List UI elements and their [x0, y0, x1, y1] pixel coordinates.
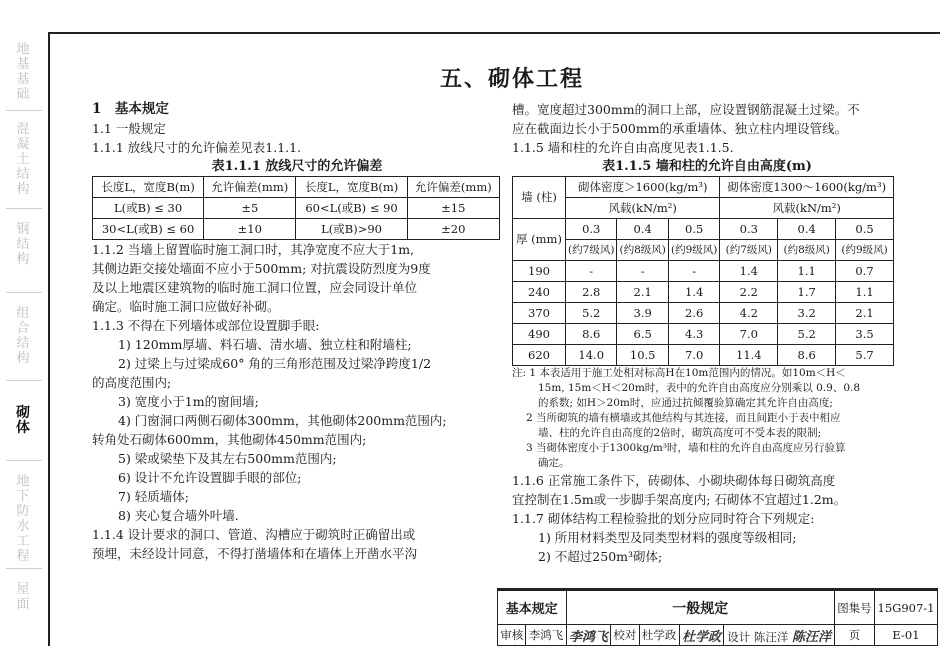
table-cell: 5.7 — [836, 345, 894, 366]
sidebar-item-steel[interactable]: 钢 结 构 — [16, 222, 30, 267]
table-cell: 190 — [513, 261, 566, 282]
table-cell: 4.3 — [668, 324, 719, 345]
note-line: 确定。 — [538, 457, 570, 469]
table-header-cell: 风载(kN/m²) — [720, 198, 894, 219]
list-item-cont: 的高度范围内; — [92, 375, 172, 390]
clause-1-1-7: 1.1.7 砌体结构工程检验批的划分应同时符合下列规定: — [512, 511, 815, 526]
table-cell: L(或B) ≤ 30 — [93, 198, 204, 219]
note-line: 的系数; 如H＞20m时，应通过抗倾覆验算确定其允许自由高度; — [538, 397, 833, 409]
left-column — [92, 100, 502, 563]
table-cell: 10.5 — [617, 345, 668, 366]
table1-caption: 表1.1.1 放线尺寸的允许偏差 — [211, 159, 383, 174]
table-header-cell: 允许偏差(mm) — [204, 177, 296, 198]
table-header-row — [513, 219, 894, 240]
list-item: 2) 不超过250m³砌体; — [538, 549, 663, 564]
title-block-table — [497, 590, 938, 646]
sidebar-item-foundation[interactable]: 地 基 基 础 — [16, 42, 30, 102]
designer-name: 陈汪洋 — [753, 629, 789, 644]
design-label-and-designer — [724, 625, 834, 646]
table-header-row — [93, 177, 500, 198]
table-cell: ±15 — [407, 198, 499, 219]
table-cell: 7.0 — [668, 345, 719, 366]
table-cell: 1.4 — [720, 261, 778, 282]
clause-1-1-2-line: 其侧边距交接处墙面不应小于500mm; 对抗震设防烈度为9度 — [92, 261, 431, 276]
note-line: 2 当所砌筑的墙有横墙或其他结构与其连接，而且间距小于表中相应 — [526, 412, 841, 424]
clause-1-1-2-line: 确定。临时施工洞口应做好补砌。 — [92, 299, 280, 314]
table-cell: - — [566, 261, 617, 282]
table-header-cell: 0.3 — [566, 219, 617, 240]
table-cell: 8.6 — [778, 345, 836, 366]
sidebar-divider — [6, 208, 42, 209]
note-line: 注: 1 本表适用于施工处相对标高H在10m范围内的情况。如10m＜H＜ — [512, 367, 846, 379]
continued-text: 应在截面边长小于500mm的承重墙体、独立柱内埋设管线。 — [512, 121, 848, 136]
table-header-cell: 0.5 — [836, 219, 894, 240]
table-cell: ±20 — [407, 219, 499, 240]
table-cell: 2.2 — [720, 282, 778, 303]
sidebar-divider — [6, 460, 42, 461]
page-title: 五、砌体工程 — [440, 66, 585, 92]
table-cell: ±10 — [204, 219, 296, 240]
table-cell: 4.2 — [720, 303, 778, 324]
table-header-cell: 0.5 — [668, 219, 719, 240]
note-line: 3 当砌体密度小于1300kg/m³时，墙和柱的允许自由高度应另行验算 — [526, 442, 846, 454]
table-notes — [512, 366, 932, 471]
table-row — [93, 219, 500, 240]
sidebar-divider — [6, 568, 42, 569]
table-cell: 240 — [513, 282, 566, 303]
table-cell: 11.4 — [720, 345, 778, 366]
table-header-cell: 长度L，宽度B(m) — [93, 177, 204, 198]
list-item: 2) 过梁上与过梁成60° 角的三角形范围及过梁净跨度1/2 — [118, 356, 432, 371]
list-item: 1) 所用材料类型及同类型材料的强度等级相同; — [538, 530, 797, 545]
table-row — [513, 345, 894, 366]
table-header-cell: 长度L，宽度B(m) — [296, 177, 407, 198]
table-cell: 1.1 — [836, 282, 894, 303]
title-block — [497, 588, 938, 646]
sidebar-item-waterproof[interactable]: 地 下 防 水 工 程 — [16, 474, 30, 564]
table-header-cell: 墙 (柱) — [513, 177, 566, 219]
table-cell: - — [668, 261, 719, 282]
table-cell: - — [617, 261, 668, 282]
table-header-cell: (约7级风) — [720, 240, 778, 261]
subsection-heading: 1.1 一般规定 — [92, 121, 166, 136]
table-cell: 30<L(或B) ≤ 60 — [93, 219, 204, 240]
table-cell: 1.7 — [778, 282, 836, 303]
check-label: 校对 — [611, 625, 639, 646]
table-header-cell: 风载(kN/m²) — [566, 198, 720, 219]
design-label: 设计 — [727, 629, 751, 644]
clause-1-1-6-line: 1.1.6 正常施工条件下，砖砌体、小砌块砌体每日砌筑高度 — [512, 473, 836, 488]
page-label: 页 — [834, 625, 874, 646]
list-item: 4) 门窗洞口两侧石砌体300mm，其他砌体200mm范围内; — [118, 413, 447, 428]
table-cell: 2.1 — [617, 282, 668, 303]
sheet-title: 一般规定 — [566, 591, 834, 625]
table-cell: 6.5 — [617, 324, 668, 345]
table-header-cell: 允许偏差(mm) — [407, 177, 499, 198]
list-item: 6) 设计不允许设置脚手眼的部位; — [118, 470, 302, 485]
table-header-cell: (约9级风) — [668, 240, 719, 261]
sidebar-item-masonry[interactable]: 砌 体 — [16, 405, 30, 436]
list-item: 1) 120mm厚墙、料石墙、清水墙、独立柱和附墙柱; — [118, 337, 412, 352]
table-header-row — [513, 198, 894, 219]
reviewer-name: 李鸿飞 — [526, 625, 566, 646]
list-item: 8) 夹心复合墙外叶墙. — [118, 508, 239, 523]
table-header-cell: (约8级风) — [778, 240, 836, 261]
table-header-cell: 0.3 — [720, 219, 778, 240]
table-cell: 2.1 — [836, 303, 894, 324]
checker-name: 杜学政 — [639, 625, 679, 646]
table-header-row — [513, 177, 894, 198]
table-header-cell: (约8级风) — [617, 240, 668, 261]
sidebar-item-composite[interactable]: 组 合 结 构 — [16, 306, 30, 366]
table-cell: 3.5 — [836, 324, 894, 345]
table-header-row — [513, 240, 894, 261]
sidebar-index — [0, 30, 46, 630]
clause-1-1-4-line: 1.1.4 设计要求的洞口、管道、沟槽应于砌筑时正确留出或 — [92, 527, 416, 542]
clause-1-1-4-line: 预埋，未经设计同意，不得打凿墙体和在墙体上开凿水平沟 — [92, 546, 418, 561]
note-line: 15m, 15m＜H＜20m时，表中的允许自由高度应分别乘以 0.9、0.8 — [538, 382, 861, 394]
table-cell: 490 — [513, 324, 566, 345]
table-cell: 14.0 — [566, 345, 617, 366]
designer-signature: 陈汪洋 — [792, 629, 832, 645]
sidebar-divider — [6, 292, 42, 293]
table-cell: 2.6 — [668, 303, 719, 324]
clause-1-1-1: 1.1.1 放线尺寸的允许偏差见表1.1.1. — [92, 140, 302, 155]
page-number: E-01 — [874, 625, 937, 646]
table-cell: ±5 — [204, 198, 296, 219]
table-cell: 1.4 — [668, 282, 719, 303]
table-row — [93, 198, 500, 219]
table-cell: 3.9 — [617, 303, 668, 324]
table-row — [513, 324, 894, 345]
clause-1-1-6-line: 宜控制在1.5m或一步脚手架高度内; 石砌体不宜超过1.2m。 — [512, 492, 847, 507]
table-header-cell: 厚 (mm) — [513, 219, 566, 261]
table-cell: 60<L(或B) ≤ 90 — [296, 198, 407, 219]
right-column — [512, 100, 932, 566]
clause-1-1-2-line: 1.1.2 当墙上留置临时施工洞口时，其净宽度不应大于1m, — [92, 242, 415, 257]
table1-tolerance — [92, 176, 500, 240]
atlas-number: 15G907-1 — [874, 591, 937, 625]
table-cell: 5.2 — [566, 303, 617, 324]
table-cell: 3.2 — [778, 303, 836, 324]
table-header-cell: 0.4 — [617, 219, 668, 240]
table-header-cell: (约7级风) — [566, 240, 617, 261]
table-cell: 7.0 — [720, 324, 778, 345]
list-item: 7) 轻质墙体; — [118, 489, 190, 504]
table-row — [513, 282, 894, 303]
continued-text: 槽。宽度超过300mm的洞口上部，应设置钢筋混凝土过梁。不 — [512, 102, 860, 117]
clause-1-1-3: 1.1.3 不得在下列墙体或部位设置脚手眼: — [92, 318, 320, 333]
table-header-cell: 砌体密度＞1600(kg/m³) — [566, 177, 720, 198]
table2-caption: 表1.1.5 墙和柱的允许自由高度(m) — [602, 159, 812, 174]
table-cell: 2.8 — [566, 282, 617, 303]
sidebar-divider — [6, 380, 42, 381]
checker-signature: 杜学政 — [679, 625, 724, 646]
list-item: 5) 梁或梁垫下及其左右500mm范围内; — [118, 451, 337, 466]
table-cell: L(或B)>90 — [296, 219, 407, 240]
table-cell: 370 — [513, 303, 566, 324]
section-name: 基本规定 — [498, 591, 567, 625]
sidebar-item-concrete[interactable]: 混 凝 土 结 构 — [16, 122, 30, 197]
table-cell: 0.7 — [836, 261, 894, 282]
section-heading: 1 基本规定 — [92, 101, 169, 117]
table-header-cell: 0.4 — [778, 219, 836, 240]
note-line: 墙、柱的允许自由高度的2倍时，砌筑高度可不受本表的限制; — [538, 427, 822, 439]
sidebar-item-roof[interactable]: 屋 面 — [16, 582, 30, 612]
table-cell: 8.6 — [566, 324, 617, 345]
clause-1-1-5: 1.1.5 墙和柱的允许自由高度见表1.1.5. — [512, 140, 734, 155]
atlas-label: 图集号 — [834, 591, 874, 625]
reviewer-signature: 李鸿飞 — [566, 625, 611, 646]
table-cell: 5.2 — [778, 324, 836, 345]
review-label: 审核 — [498, 625, 526, 646]
table2-free-height — [512, 176, 894, 366]
table-cell: 1.1 — [778, 261, 836, 282]
table-header-cell: (约9级风) — [836, 240, 894, 261]
table-header-cell: 砌体密度1300～1600(kg/m³) — [720, 177, 894, 198]
table-row — [513, 303, 894, 324]
sidebar-divider — [6, 110, 42, 111]
table-cell: 620 — [513, 345, 566, 366]
list-item-cont: 转角处石砌体600mm，其他砌体450mm范围内; — [92, 432, 367, 447]
clause-1-1-2-line: 及以上地震区建筑物的临时施工洞口位置，应会同设计单位 — [92, 280, 418, 295]
table-row — [513, 261, 894, 282]
list-item: 3) 宽度小于1m的窗间墙; — [118, 394, 259, 409]
